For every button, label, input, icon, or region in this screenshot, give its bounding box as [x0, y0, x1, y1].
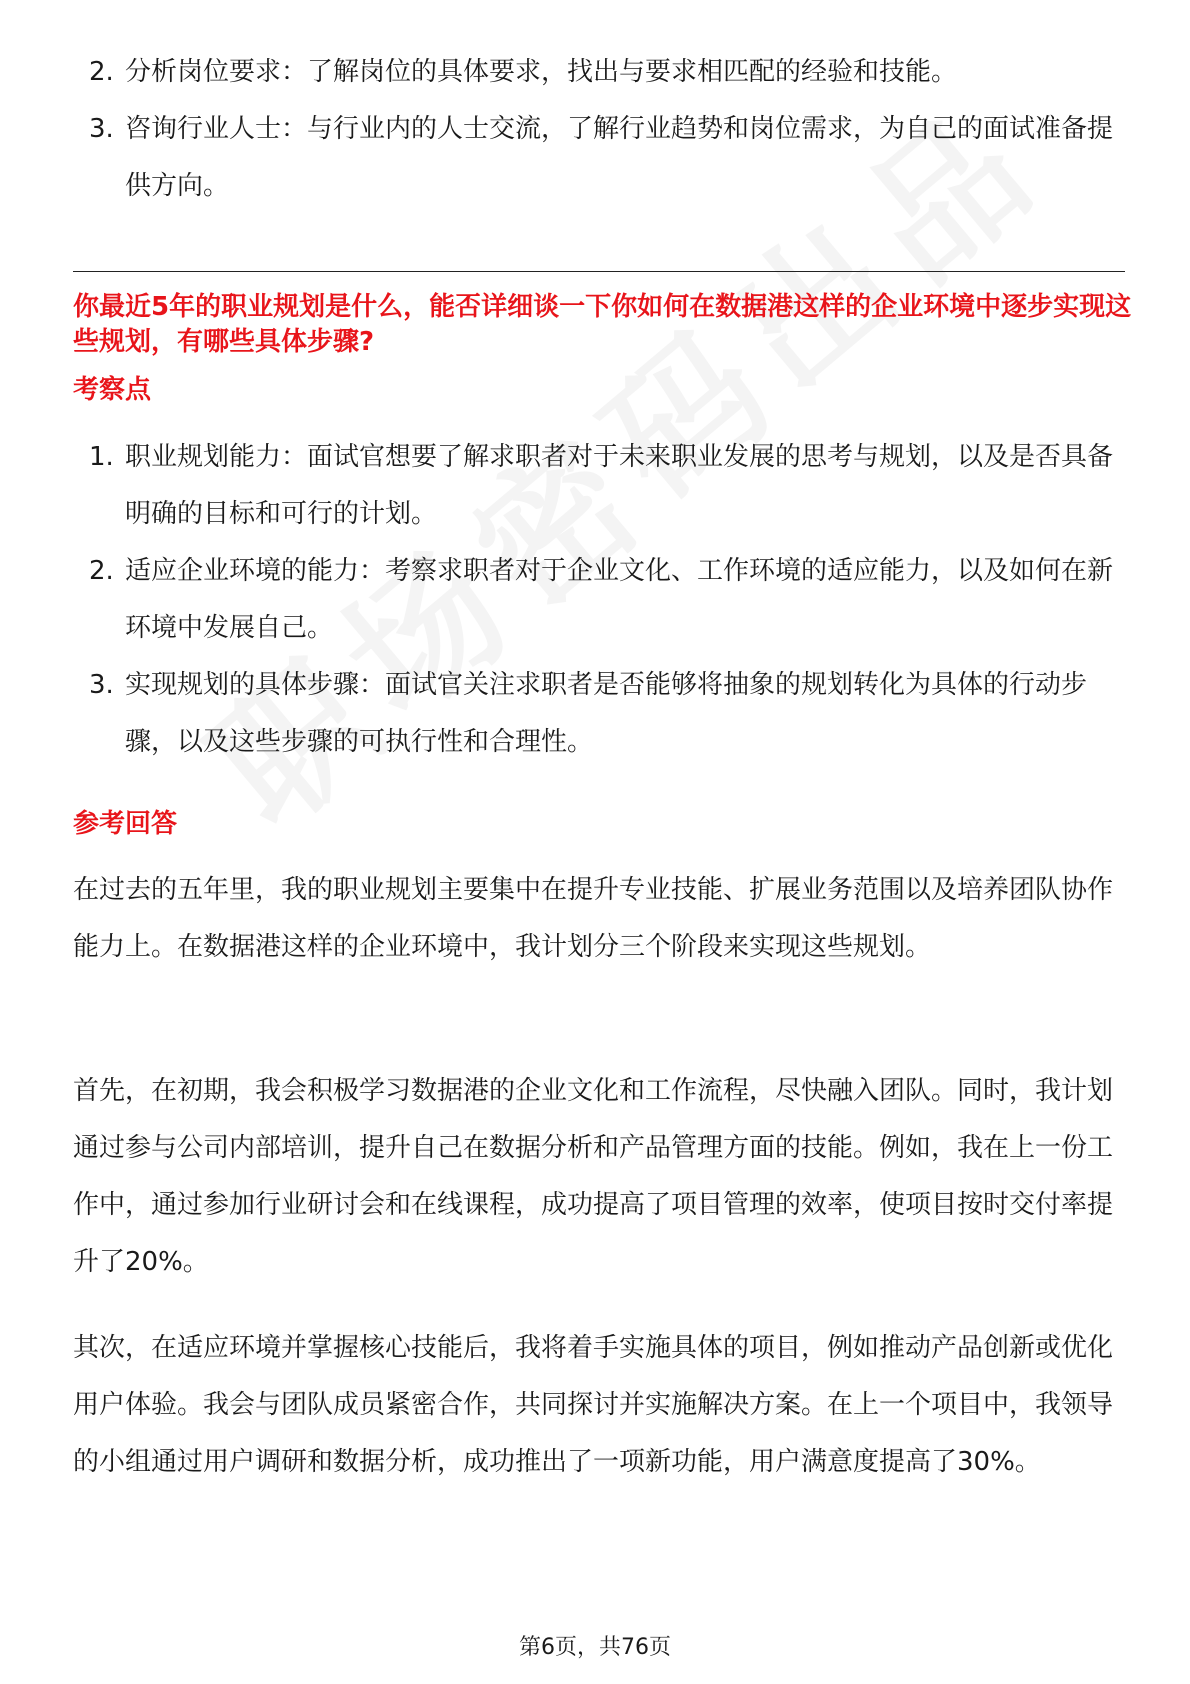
list-item [73, 101, 1123, 215]
list-item-number: 3. [89, 114, 114, 144]
question-title: 你最近5年的职业规划是什么，能否详细谈一下你如何在数据港这样的企业环境中逐步实现这些规划，有哪些具体步骤? [73, 292, 1132, 357]
answer-paragraph: 在过去的五年里，我的职业规划主要集中在提升专业技能、扩展业务范围以及培养团队协作能力上。在数据港这样的企业环境中，我计划分三个阶段来实现这些规划。 [73, 875, 1114, 962]
list-item [73, 429, 1123, 543]
section-divider [73, 271, 1125, 272]
page-number: 第6页，共76页 [519, 1635, 671, 1660]
list-item-number: 2. [89, 556, 114, 586]
list-item-text: 分析岗位要求：了解岗位的具体要求，找出与要求相匹配的经验和技能。 [125, 57, 958, 87]
list-item [73, 44, 1123, 101]
answer-heading: 参考回答 [73, 809, 178, 839]
list-item-number: 3. [89, 670, 114, 700]
list-item-text: 咨询行业人士：与行业内的人士交流，了解行业趋势和岗位需求，为自己的面试准备提供方向。 [125, 114, 1114, 201]
previous-list [73, 44, 1123, 215]
list-item-number: 1. [89, 442, 114, 472]
list-item-text: 适应企业环境的能力：考察求职者对于企业文化、工作环境的适应能力，以及如何在新环境中发展自己。 [125, 556, 1114, 643]
points-heading: 考察点 [73, 375, 152, 405]
answer-paragraph: 首先，在初期，我会积极学习数据港的企业文化和工作流程，尽快融入团队。同时，我计划通过参与公司内部培训，提升自己在数据分析和产品管理方面的技能。例如，我在上一份工作中，通过参加行业研讨会和在线课程，成功提高了项目管理的效率，使项目按时交付率提升了20%。 [73, 1076, 1114, 1277]
list-item-number: 2. [89, 57, 114, 87]
points-list [73, 429, 1123, 771]
answer-paragraph: 其次，在适应环境并掌握核心技能后，我将着手实施具体的项目，例如推动产品创新或优化用户体验。我会与团队成员紧密合作，共同探讨并实施解决方案。在上一个项目中，我领导的小组通过用户调研和数据分析，成功推出了一项新功能，用户满意度提高了30%。 [73, 1333, 1114, 1477]
list-item [73, 657, 1123, 771]
list-item-text: 职业规划能力：面试官想要了解求职者对于未来职业发展的思考与规划，以及是否具备明确的目标和可行的计划。 [125, 442, 1114, 529]
list-item-text: 实现规划的具体步骤：面试官关注求职者是否能够将抽象的规划转化为具体的行动步骤，以及这些步骤的可执行性和合理性。 [125, 670, 1088, 757]
list-item [73, 543, 1123, 657]
